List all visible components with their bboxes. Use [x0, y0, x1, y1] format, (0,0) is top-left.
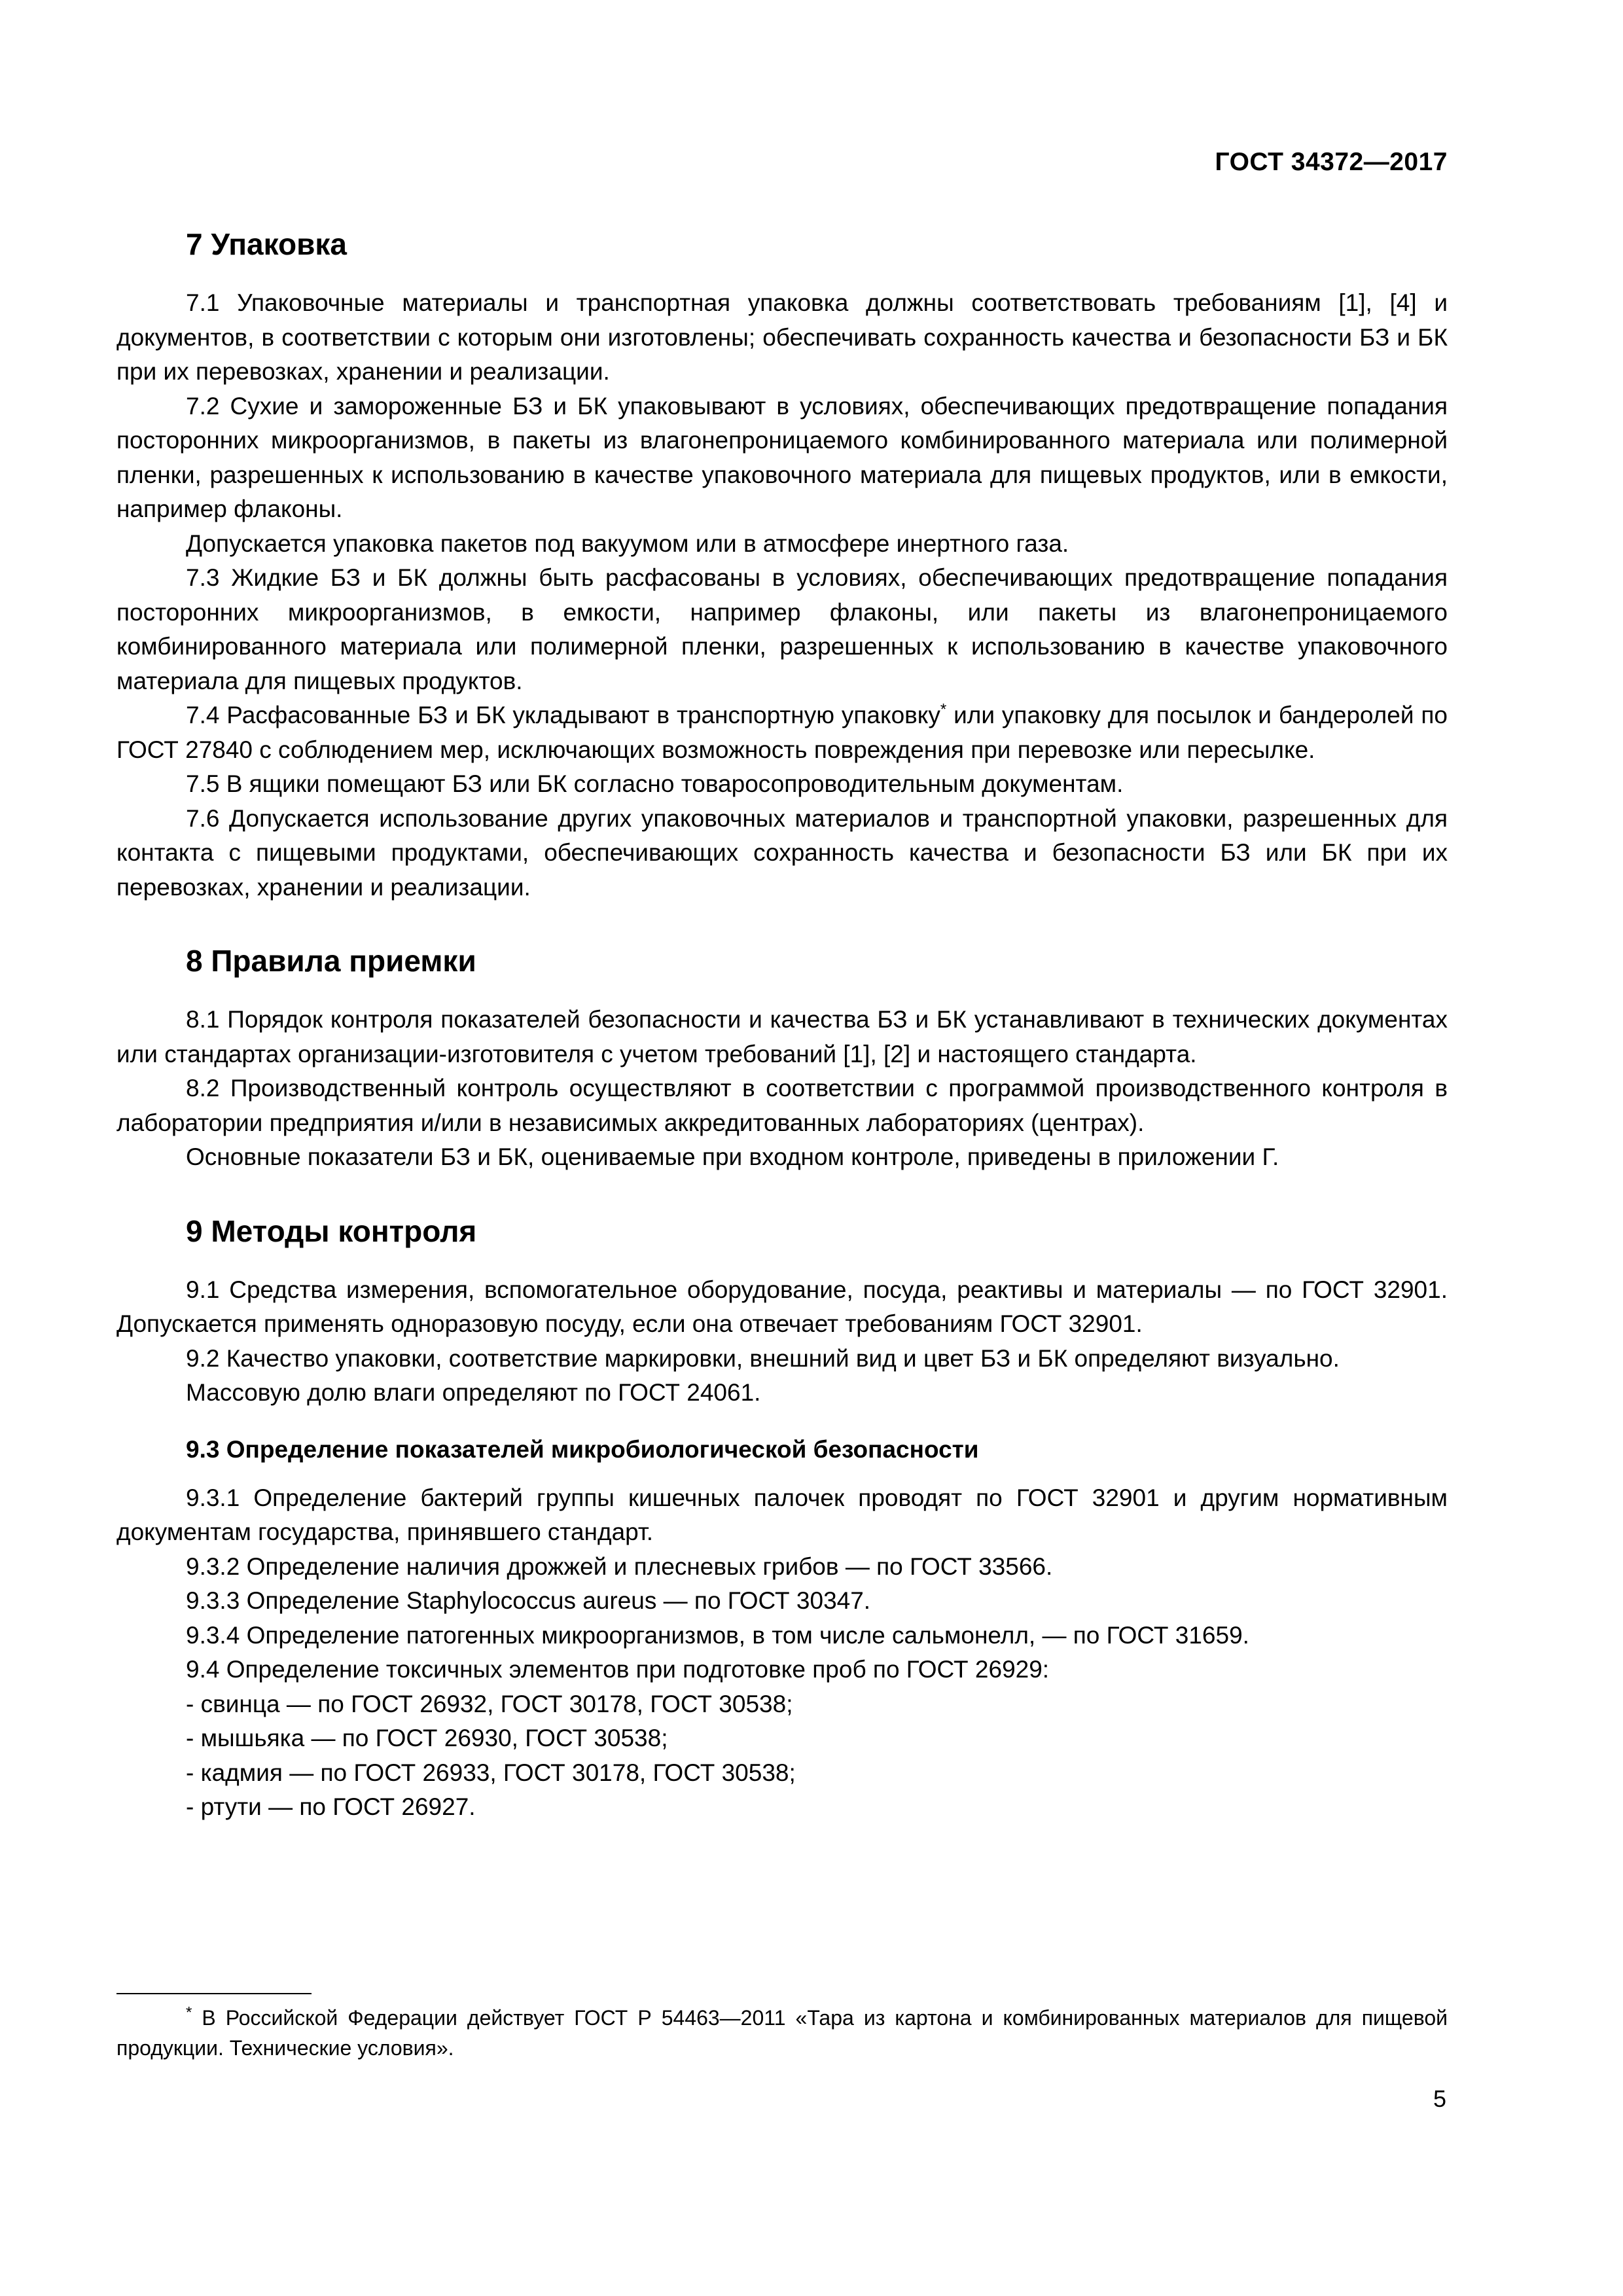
section-7: [116, 226, 1448, 905]
list-item: - кадмия — по ГОСТ 26933, ГОСТ 30178, ГОСТ 30538;: [186, 1759, 796, 1786]
page-content: [116, 226, 1448, 1863]
paragraph: 8.1 Порядок контроля показателей безопасности и качества БЗ и БК устанавливают в технических документах или стандартах организации-изготовителя с учетом требований [1], [2] и настоящего стандарта.: [116, 1006, 1448, 1067]
footnote-text: В Российской Федерации действует ГОСТ Р 54463—2011 «Тара из картона и комбинированных материалов для пищевой продукции. Технические условия».: [116, 2006, 1448, 2060]
paragraph: 9.3.3 Определение Staphylococcus aureus — по ГОСТ 30347.: [186, 1587, 871, 1614]
section-9: [116, 1213, 1448, 1825]
subsection-title: 9.3 Определение показателей микробиологической безопасности: [186, 1435, 979, 1463]
paragraph-text: 7.4 Расфасованные БЗ и БК укладывают в транспортную упаковку: [186, 702, 940, 728]
paragraph: 9.3.1 Определение бактерий группы кишечных палочек проводят по ГОСТ 32901 и другим нормативным документам государства, принявшего стандарт.: [116, 1484, 1448, 1545]
paragraph-text: или упаковку для посылок и бандеролей по ГОСТ 27840 с соблюдением мер, исключающих возможность повреждения при перевозке или пересылке.: [116, 702, 1448, 763]
section-title: 7 Упаковка: [186, 227, 347, 261]
paragraph: 7.1 Упаковочные материалы и транспортная упаковка должны соответствовать требованиям [1], [4] и документов, в соответствии с которым они изготовлены; обеспечивать сохранность качества и безопасности БЗ и БК при их перевозках, хранении и реализации.: [116, 289, 1448, 385]
paragraph: Массовую долю влаги определяют по ГОСТ 24061.: [186, 1379, 761, 1406]
paragraph: 7.5 В ящики помещают БЗ или БК согласно товаросопроводительным документам.: [186, 770, 1124, 797]
paragraph: 7.2 Сухие и замороженные БЗ и БК упаковывают в условиях, обеспечивающих предотвращение попадания посторонних микроорганизмов, в пакеты из влагонепроницаемого комбинированного материала или полимерной пленки, разрешенных к использованию в качестве упаковочного материала для пищевых продуктов, или в емкости, например флаконы.: [116, 392, 1448, 522]
footnote: [116, 2003, 1448, 2063]
paragraph: 9.3.2 Определение наличия дрожжей и плесневых грибов — по ГОСТ 33566.: [186, 1552, 1053, 1580]
footnote-reference[interactable]: *: [940, 700, 947, 719]
list-item: - ртути — по ГОСТ 26927.: [186, 1793, 476, 1820]
paragraph: 7.6 Допускается использование других упаковочных материалов и транспортной упаковки, разрешенных для контакта с пищевыми продуктами, обеспечивающих сохранность качества и безопасности БЗ или БК при их перевозках, хранении и реализации.: [116, 804, 1448, 901]
section-8: [116, 942, 1448, 1175]
footnote-divider: [116, 1993, 312, 1994]
paragraph: 9.1 Средства измерения, вспомогательное оборудование, посуда, реактивы и материалы — по ГОСТ 32901. Допускается применять одноразовую посуду, если она отвечает требованиям ГОСТ 32901.: [116, 1276, 1448, 1337]
paragraph: 7.3 Жидкие БЗ и БК должны быть расфасованы в условиях, обеспечивающих предотвращение попадания посторонних микроорганизмов, в емкости, например флаконы, или пакеты из влагонепроницаемого комбинированного материала или полимерной пленки, разрешенных к использованию в качестве упаковочного материала для пищевых продуктов.: [116, 564, 1448, 694]
paragraph: 8.2 Производственный контроль осуществляют в соответствии с программой производственного контроля в лаборатории предприятия и/или в независимых аккредитованных лабораториях (центрах).: [116, 1075, 1448, 1136]
footnote-mark: *: [186, 2003, 192, 2022]
paragraph: Допускается упаковка пакетов под вакуумом или в атмосфере инертного газа.: [186, 529, 1069, 557]
document-id: ГОСТ 34372—2017: [1215, 148, 1448, 176]
section-title: 9 Методы контроля: [186, 1213, 477, 1248]
list-item: - мышьяка — по ГОСТ 26930, ГОСТ 30538;: [186, 1725, 668, 1751]
paragraph: [116, 698, 1448, 767]
paragraph: 9.2 Качество упаковки, соответствие маркировки, внешний вид и цвет БЗ и БК определяют визуально.: [186, 1344, 1340, 1372]
paragraph: 9.3.4 Определение патогенных микроорганизмов, в том числе сальмонелл, — по ГОСТ 31659.: [186, 1621, 1249, 1649]
paragraph: Основные показатели БЗ и БК, оцениваемые при входном контроле, приведены в приложении Г.: [186, 1143, 1279, 1170]
paragraph: 9.4 Определение токсичных элементов при подготовке проб по ГОСТ 26929:: [186, 1656, 1050, 1683]
list-item: - свинца — по ГОСТ 26932, ГОСТ 30178, ГОСТ 30538;: [186, 1690, 793, 1717]
section-title: 8 Правила приемки: [186, 944, 476, 978]
page-number: 5: [1433, 2085, 1446, 2112]
